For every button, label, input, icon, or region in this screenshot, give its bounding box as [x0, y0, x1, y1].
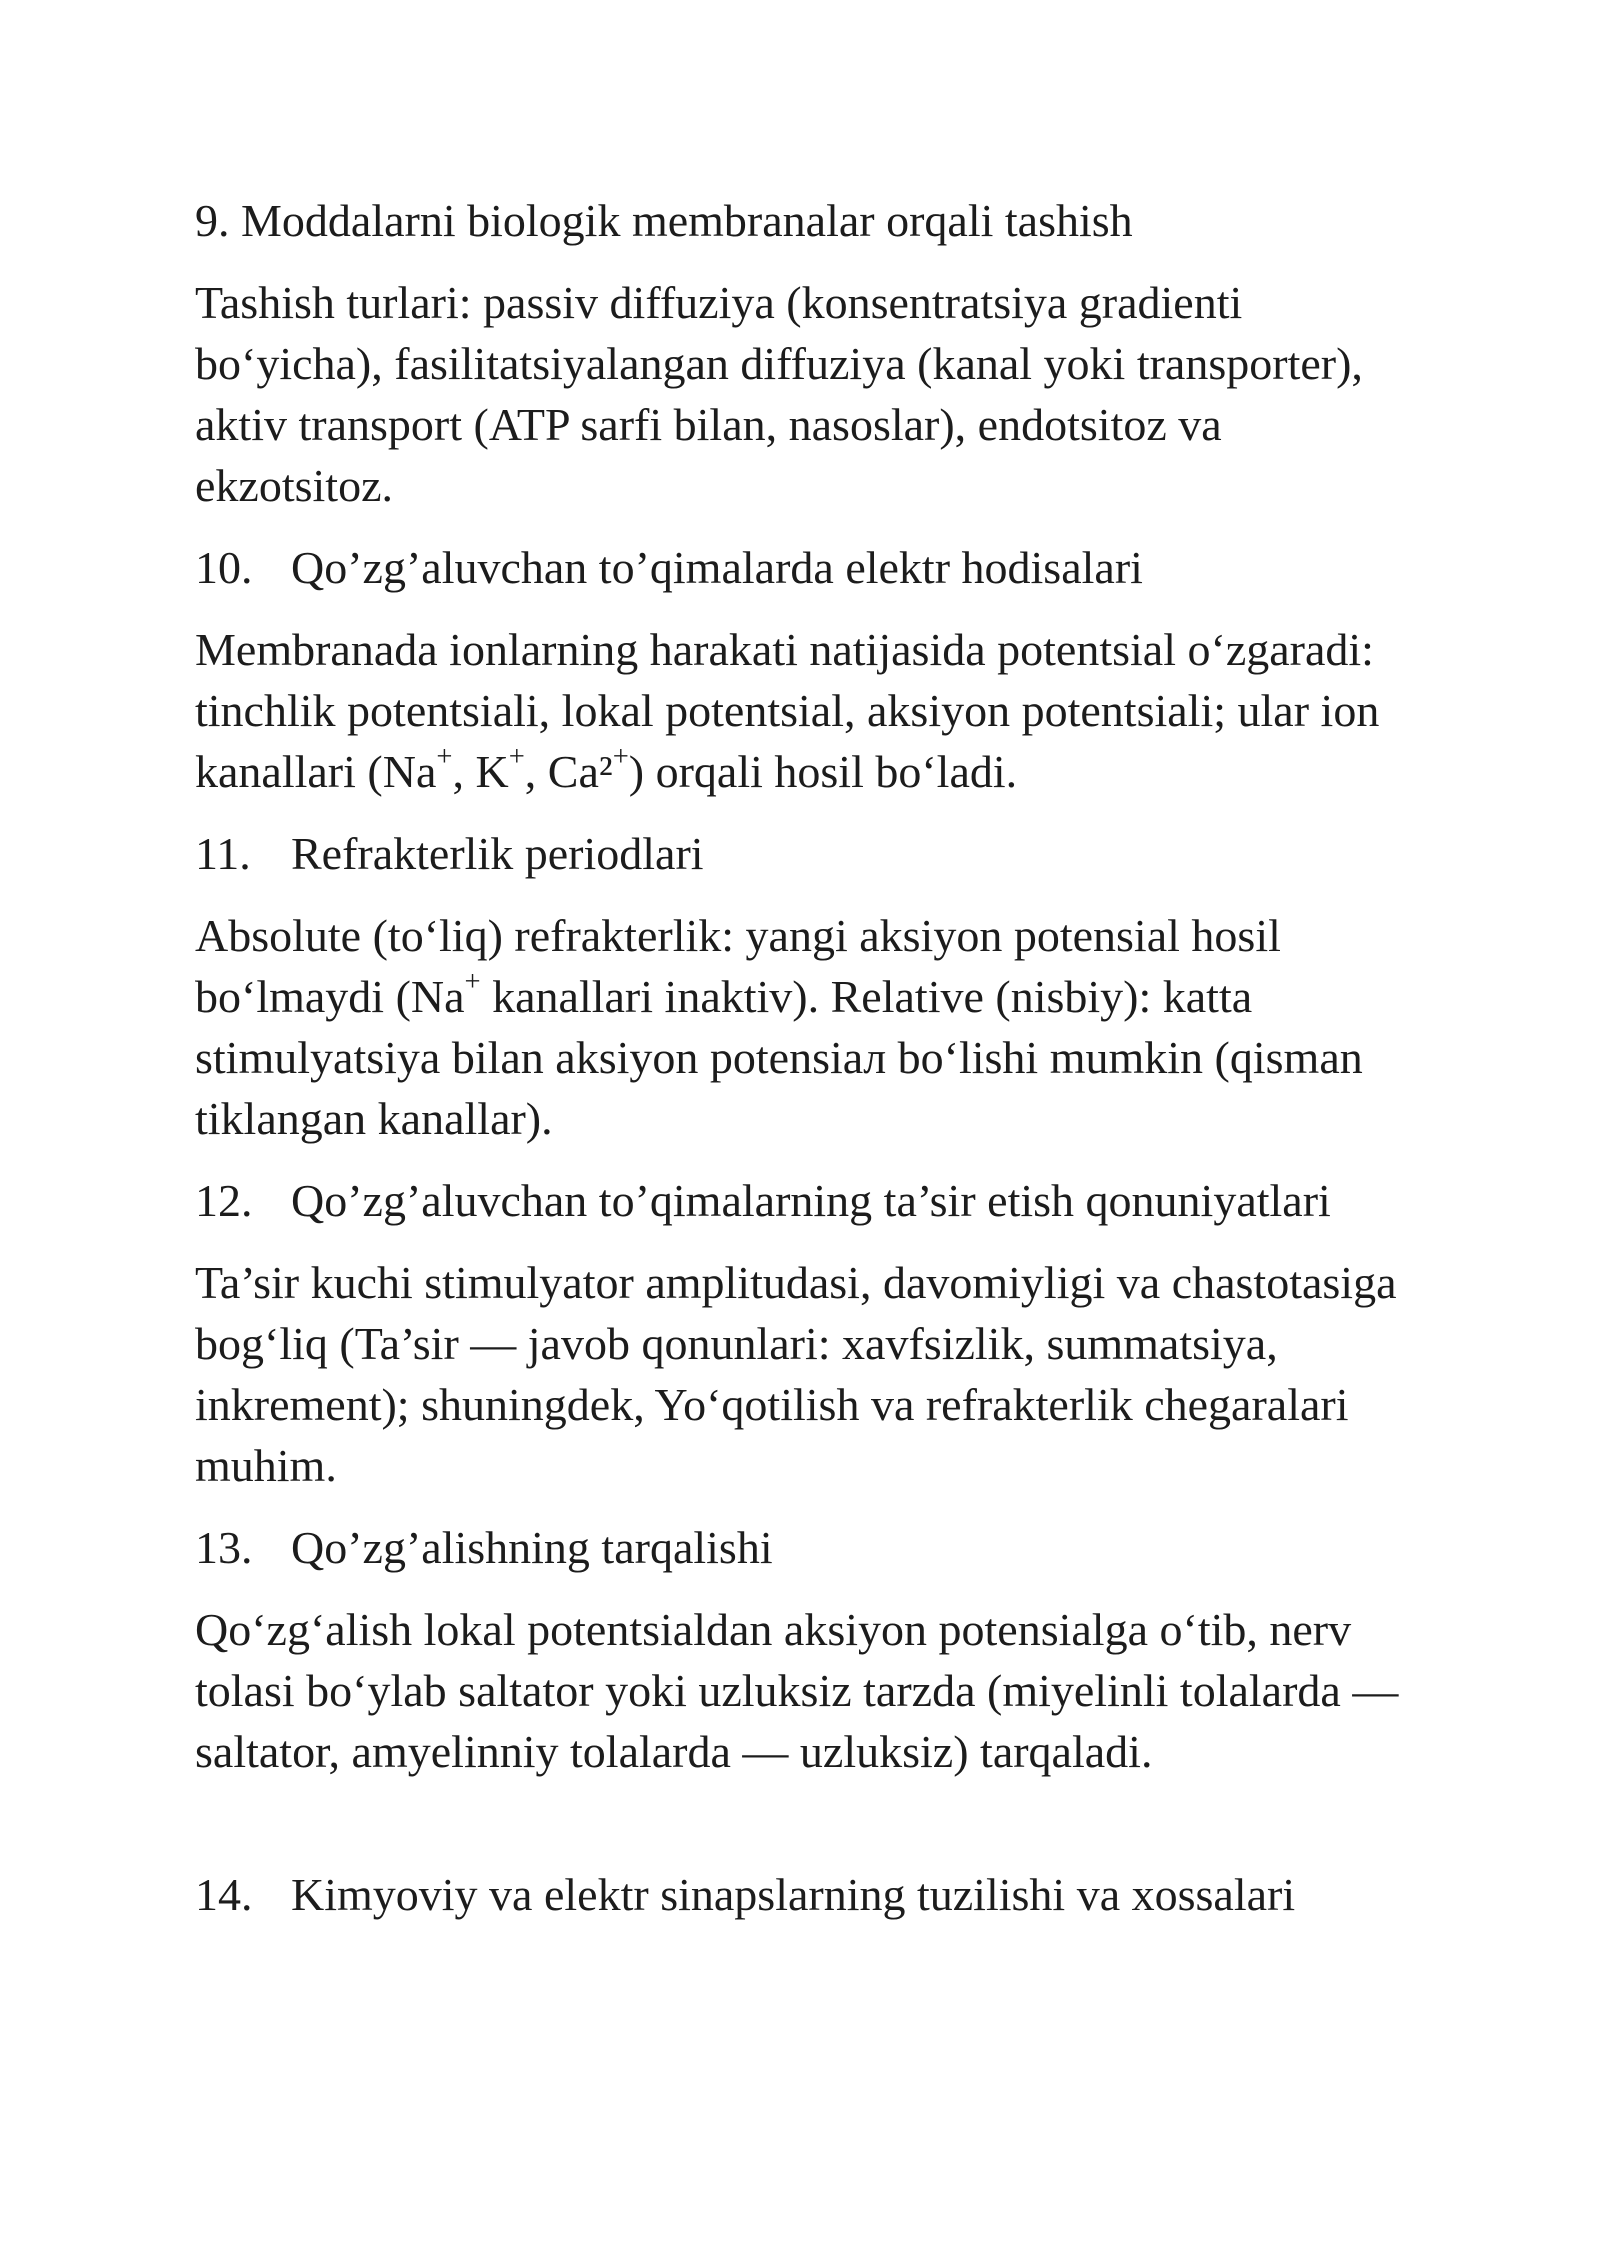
section-10-heading [195, 537, 1425, 598]
section-10-body-text: Membranada ionlarning harakati natijasida potentsial o‘zgaradi: tinchlik potentsiali, lokal potentsial, aksiyon potentsiali; ular ion kanallari (Na [195, 624, 1380, 797]
section-14-heading [195, 1864, 1425, 1925]
section-11-number: 11. [195, 828, 251, 879]
section-10-body [195, 619, 1425, 802]
document-page [195, 190, 1425, 1925]
section-12-heading [195, 1170, 1425, 1231]
section-11-body [195, 905, 1425, 1149]
section-10-body-text: ) orqali hosil bo‘ladi. [628, 746, 1018, 797]
calcium-charge-superscript: + [612, 741, 629, 773]
section-11-body-text: Absolute (to‘liq) refrakterlik: yangi aksiyon potensial hosil bo‘lmaydi (Na [195, 910, 1281, 1022]
section-13-heading [195, 1517, 1425, 1578]
section-11-heading [195, 823, 1425, 884]
section-10-body-text: , K [452, 746, 509, 797]
section-9-body: Tashish turlari: passiv diffuziya (konsentratsiya gradienti bo‘yicha), fasilitatsiyalangan diffuziya (kanal yoki transporter), aktiv transport (ATP sarfi bilan, nasoslar), endotsitoz va ekzotsitoz. [195, 277, 1363, 511]
sodium-charge-superscript: + [436, 741, 453, 773]
section-14-title: Kimyoviy va elektr sinapslarning tuzilishi va xossalari [291, 1869, 1296, 1920]
section-12-body: Ta’sir kuchi stimulyator amplitudasi, davomiyligi va chastotasiga bog‘liq (Ta’sir — javob qonunlari: xavfsizlik, summatsiya, inkrement); shuningdek, Yo‘qotilish va refrakterlik chegaralari muhim. [195, 1257, 1397, 1491]
potassium-charge-superscript: + [508, 741, 525, 773]
sodium-charge-superscript: + [464, 966, 481, 998]
section-10-number: 10. [195, 542, 253, 593]
section-13-title: Qo’zg’alishning tarqalishi [291, 1522, 773, 1573]
section-14-number: 14. [195, 1869, 253, 1920]
section-10-body-text: , Ca² [524, 746, 613, 797]
section-9-heading: 9. Moddalarni biologik membranalar orqali tashish [195, 195, 1133, 246]
section-12-title: Qo’zg’aluvchan to’qimalarning ta’sir etish qonuniyatlari [291, 1175, 1331, 1226]
section-11-title: Refrakterlik periodlari [291, 828, 704, 879]
section-11-body-text: kanallari inaktiv). Relative (nisbiy): katta stimulyatsiya bilan aksiyon potensiaл bo‘lishi mumkin (qisman tiklangan kanallar). [195, 971, 1363, 1144]
paragraph-spacer [195, 1803, 1425, 1864]
section-13-body: Qo‘zg‘alish lokal potentsialdan aksiyon potensialga o‘tib, nerv tolasi bo‘ylab saltator yoki uzluksiz tarzda (miyelinli tolalarda — saltator, amyelinniy tolalarda — uzluksiz) tarqaladi. [195, 1604, 1399, 1777]
section-13-number: 13. [195, 1522, 253, 1573]
section-12-number: 12. [195, 1175, 253, 1226]
section-10-title: Qo’zg’aluvchan to’qimalarda elektr hodisalari [291, 542, 1143, 593]
